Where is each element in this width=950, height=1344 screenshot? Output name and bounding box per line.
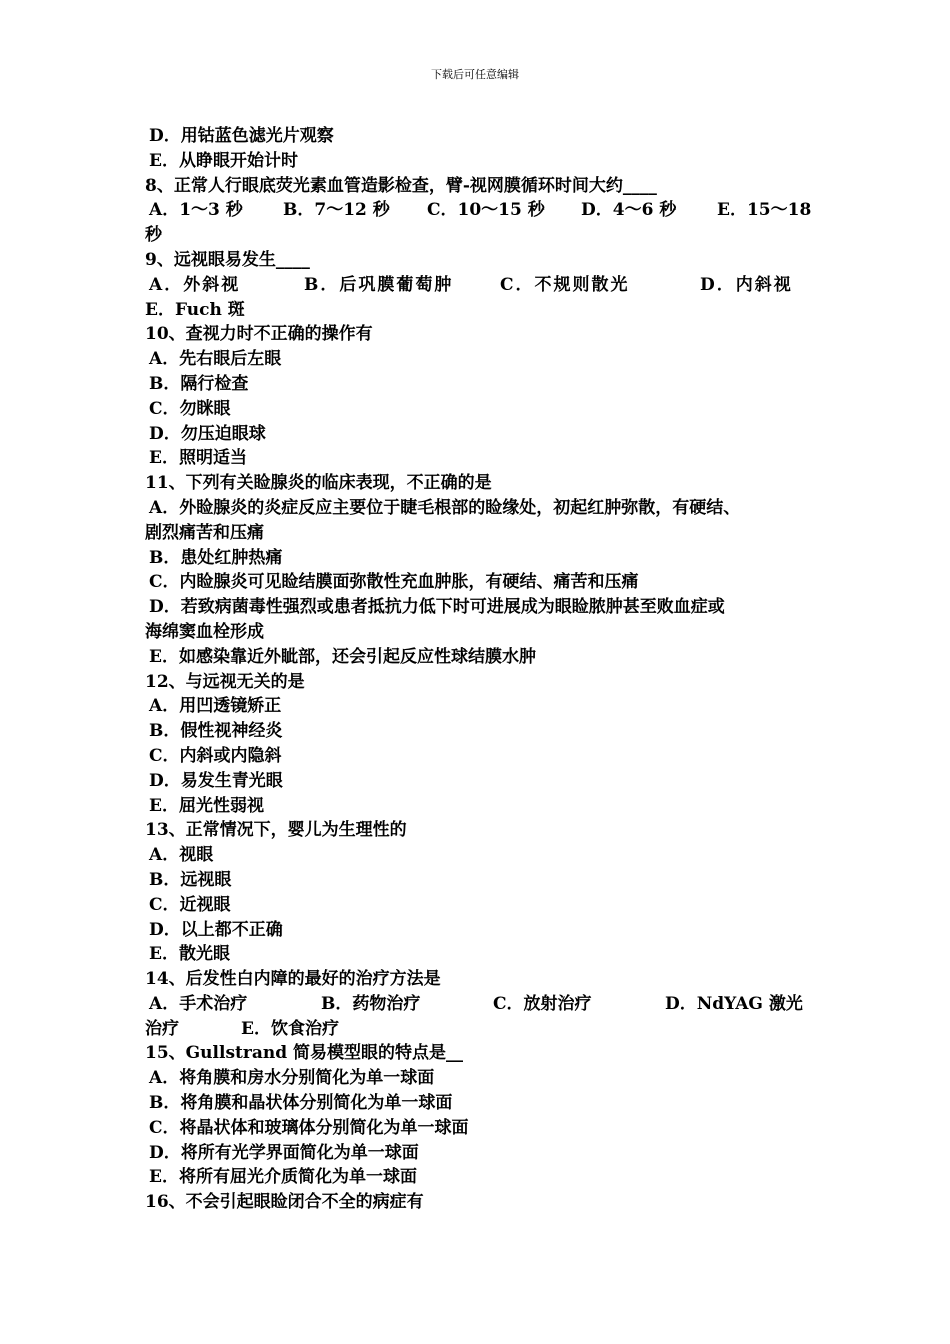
option-a-continuation: 剧烈痛苦和压痛 — [145, 522, 264, 543]
option-a: A．外睑腺炎的炎症反应主要位于睫毛根部的睑缘处，初起红肿弥散，有硬结、 — [149, 497, 741, 518]
option-c: C．内斜或内隐斜 — [149, 745, 282, 766]
option-d: D．勿压迫眼球 — [149, 423, 266, 444]
option-b: B．将角膜和晶状体分别简化为单一球面 — [149, 1093, 453, 1114]
question-14-options — [145, 992, 825, 1017]
option-line: D．用钴蓝色滤光片观察 — [149, 126, 334, 146]
question-9-options — [145, 273, 825, 298]
question-12: 12、与远视无关的是 — [145, 671, 305, 692]
option-d: D．内斜视 — [700, 274, 793, 295]
option-c: C．内睑腺炎可见睑结膜面弥散性充血肿胀，有硬结、痛苦和压痛 — [149, 572, 639, 593]
option-a: A．视眼 — [149, 845, 214, 866]
option-d: D．NdYAG 激光 — [665, 993, 803, 1014]
option-e: E．屈光性弱视 — [149, 795, 264, 816]
option-c: C．近视眼 — [149, 894, 231, 915]
option-c: C．勿眯眼 — [149, 398, 231, 419]
option-d-continuation: 治疗 — [145, 1018, 179, 1039]
option-d: D．以上都不正确 — [149, 919, 283, 940]
option-c: C．放射治疗 — [493, 993, 592, 1014]
option-d: D．易发生青光眼 — [149, 770, 283, 791]
option-c: C．将晶状体和玻璃体分别简化为单一球面 — [149, 1117, 469, 1138]
option-a: A．用凹透镜矫正 — [149, 696, 282, 717]
question-8-options — [145, 198, 825, 223]
option-b: B．7～12 秒 — [283, 200, 390, 221]
option-d: D．将所有光学界面简化为单一球面 — [149, 1142, 419, 1163]
option-b: B．隔行检查 — [149, 373, 249, 394]
option-b: B．后巩膜葡萄肿 — [304, 274, 454, 295]
option-e-continuation: 秒 — [145, 225, 162, 246]
option-e: E．饮食治疗 — [241, 1018, 339, 1039]
page-header: 下载后可任意编辑 — [431, 68, 519, 81]
question-14-options-cont — [145, 1017, 825, 1042]
question-9: 9、远视眼易发生____ — [145, 249, 310, 270]
document-body — [145, 124, 825, 1215]
question-10: 10、查视力时不正确的操作有 — [145, 324, 373, 345]
option-e: E．15～18 — [717, 200, 812, 221]
option-b: B．远视眼 — [149, 869, 232, 890]
option-c: C．10～15 秒 — [427, 200, 545, 221]
option-e: E．将所有屈光介质简化为单一球面 — [149, 1167, 417, 1188]
question-16: 16、不会引起眼睑闭合不全的病症有 — [145, 1192, 424, 1213]
question-11: 11、下列有关睑腺炎的临床表现，不正确的是 — [145, 473, 492, 494]
option-a: A．将角膜和房水分别简化为单一球面 — [149, 1068, 435, 1089]
option-b: B．患处红肿热痛 — [149, 547, 283, 568]
option-d-continuation: 海绵窦血栓形成 — [145, 621, 264, 642]
question-15: 15、Gullstrand 简易模型眼的特点是__ — [145, 1043, 464, 1064]
option-e: E．散光眼 — [149, 944, 230, 965]
option-e: E．如感染靠近外眦部，还会引起反应性球结膜水肿 — [149, 646, 536, 667]
option-a: A．先右眼后左眼 — [149, 349, 282, 370]
option-d: D．4～6 秒 — [581, 200, 677, 221]
option-d: D．若致病菌毒性强烈或患者抵抗力低下时可进展成为眼睑脓肿甚至败血症或 — [149, 597, 725, 618]
option-b: B．药物治疗 — [321, 993, 421, 1014]
option-a: A．外斜视 — [149, 274, 241, 295]
option-a: A．1～3 秒 — [149, 200, 243, 221]
question-8: 8、正常人行眼底荧光素血管造影检查，臂-视网膜循环时间大约____ — [145, 175, 657, 196]
option-e: E．照明适当 — [149, 448, 247, 469]
option-b: B．假性视神经炎 — [149, 721, 283, 742]
question-13: 13、正常情况下，婴儿为生理性的 — [145, 820, 407, 841]
option-c: C．不规则散光 — [500, 274, 630, 295]
option-a: A．手术治疗 — [149, 993, 248, 1014]
question-14: 14、后发性白内障的最好的治疗方法是 — [145, 969, 441, 990]
option-line: E．从睁眼开始计时 — [149, 150, 298, 171]
option-e: E．Fuch 斑 — [145, 299, 245, 320]
